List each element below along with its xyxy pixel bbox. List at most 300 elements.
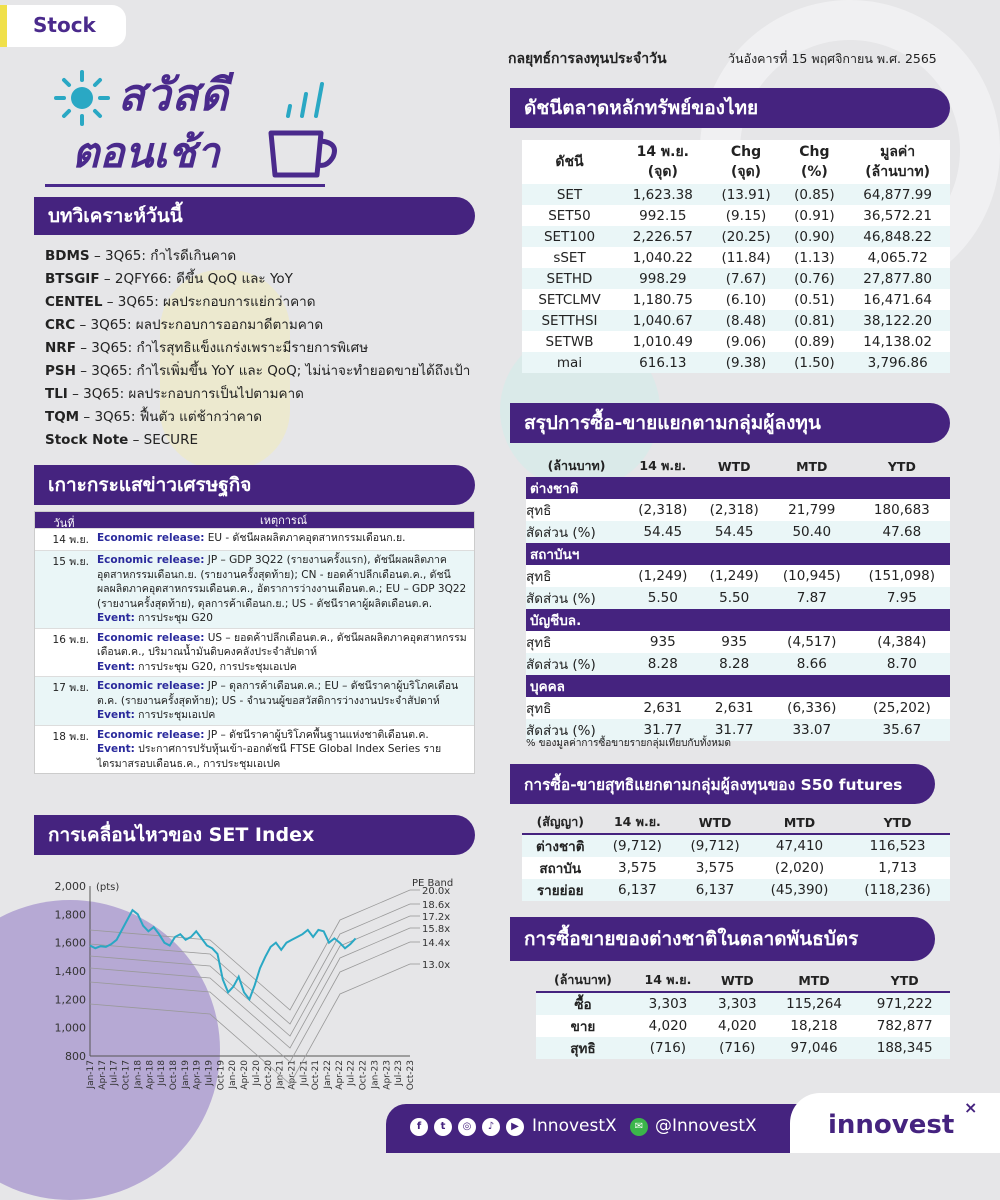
investor-row bbox=[526, 653, 950, 675]
index-cell: (1.50) bbox=[794, 354, 835, 371]
bond-cell: 115,264 bbox=[786, 995, 842, 1012]
index-cell: (0.85) bbox=[794, 186, 835, 203]
index-header bbox=[709, 140, 784, 184]
bond-table bbox=[536, 970, 950, 1059]
analysis-text: – 3Q65: ฟื้นตัว แต่ช้ากว่าคาด bbox=[79, 409, 263, 425]
index-row bbox=[522, 331, 950, 352]
bond-row bbox=[536, 1037, 950, 1059]
s50-cell: 6,137 bbox=[618, 881, 657, 898]
innovestx-logo: innovest bbox=[790, 1093, 1000, 1153]
x-tick-label: Apr-17 bbox=[97, 1060, 108, 1090]
section-bond: การซื้อขายของต่างชาติในตลาดพันธบัตร bbox=[510, 917, 935, 961]
analysis-ticker: BTSGIF bbox=[45, 271, 100, 287]
bond-cell: 97,046 bbox=[790, 1039, 838, 1056]
bond-header: 14 พ.ย. bbox=[644, 972, 692, 988]
section-s50: การซื้อ-ขายสุทธิแยกตามกลุ่มผู้ลงทุนของ S50 futures bbox=[510, 764, 935, 804]
stock-tag: Stock bbox=[0, 5, 126, 47]
facebook-icon[interactable]: f bbox=[410, 1118, 428, 1136]
s50-header: MTD bbox=[783, 814, 816, 830]
investor-group-row bbox=[526, 543, 950, 565]
x-tick-label: Jul-18 bbox=[157, 1060, 168, 1086]
news-label: Event: bbox=[97, 660, 135, 673]
x-tick-label: Apr-22 bbox=[334, 1060, 345, 1090]
analysis-ticker: PSH bbox=[45, 363, 76, 379]
s50-cell: 3,575 bbox=[618, 859, 657, 876]
news-date: 14 พ.ย. bbox=[52, 534, 89, 546]
news-line bbox=[97, 742, 470, 771]
investor-cell: 54.45 bbox=[643, 524, 683, 540]
x-tick-label: Oct-20 bbox=[263, 1060, 274, 1091]
s50-cell: 6,137 bbox=[695, 881, 735, 898]
investor-cell: 2,631 bbox=[714, 700, 754, 716]
bond-header: WTD bbox=[720, 972, 754, 988]
pe-band-label: 18.6x bbox=[422, 900, 451, 911]
investor-cell: 31.77 bbox=[643, 722, 683, 738]
investor-row bbox=[526, 587, 950, 609]
index-row bbox=[522, 247, 950, 268]
investor-group-row bbox=[526, 609, 950, 631]
analysis-text: – 3Q65: ผลประกอบการแย่กว่าคาด bbox=[102, 294, 316, 310]
analysis-item[interactable] bbox=[45, 245, 470, 268]
analysis-item[interactable] bbox=[45, 406, 470, 429]
investor-cell: 935 bbox=[649, 634, 676, 650]
section-analysis: บทวิเคราะห์วันนี้ bbox=[34, 197, 475, 235]
investor-cell: สุทธิ bbox=[526, 569, 552, 585]
y-tick-label: 2,000 bbox=[54, 880, 86, 893]
index-cell: SET bbox=[556, 186, 583, 203]
analysis-item[interactable] bbox=[45, 360, 470, 383]
s50-row bbox=[522, 879, 950, 901]
index-row bbox=[522, 352, 950, 373]
bond-cell: 188,345 bbox=[876, 1039, 933, 1056]
bond-cell: 782,877 bbox=[876, 1017, 933, 1034]
index-cell: 1,010.49 bbox=[632, 333, 693, 350]
s50-cell: 1,713 bbox=[878, 859, 917, 876]
bond-cell: 4,020 bbox=[648, 1017, 688, 1034]
index-cell: mai bbox=[556, 354, 583, 371]
x-tick-label: Jul-20 bbox=[251, 1060, 262, 1086]
index-cell: 27,877.80 bbox=[863, 270, 932, 287]
set-index-line bbox=[90, 910, 356, 999]
index-cell: (0.81) bbox=[794, 312, 835, 329]
bond-cell: 4,020 bbox=[717, 1017, 757, 1034]
s50-cell: 47,410 bbox=[775, 837, 824, 854]
s50-cell: (45,390) bbox=[770, 881, 829, 898]
x-tick-label: Jul-23 bbox=[394, 1060, 405, 1086]
s50-table bbox=[522, 812, 950, 901]
tiktok-icon[interactable]: ♪ bbox=[482, 1118, 500, 1136]
x-tick-label: Oct-19 bbox=[216, 1060, 227, 1091]
analysis-item[interactable] bbox=[45, 291, 470, 314]
pe-band-label: 15.8x bbox=[422, 924, 451, 935]
bond-header: (ล้านบาท) bbox=[554, 972, 612, 988]
investor-table bbox=[526, 455, 950, 741]
s50-cell: สถาบัน bbox=[539, 860, 582, 877]
index-row bbox=[522, 310, 950, 331]
news-label: Economic release: bbox=[97, 554, 205, 566]
news-text: JP – GDP 3Q22 (รายงานครั้งแรก), ดัชนีผลผลิตภาคอุตสาหกรรมเดือนก.ย. (รายงานครั้งสุดท้าย); CN - ยอดค้าปลีกเดือนต.ค., ดัชนีผลผลิตภาคอุตสาหกรรมเดือนต.ค., อัตราการว่างงานเดือนต.ค.; EU – GDP 3Q22 (รายงานครั้งสุดท้าย), ดุลการค้าเดือนก.ย.; US - ดัชนีราคาผู้ผลิตเดือนต.ค. bbox=[97, 554, 467, 610]
investor-cell: 7.87 bbox=[796, 590, 827, 606]
s50-header-row bbox=[522, 812, 950, 834]
investor-group-row bbox=[526, 675, 950, 697]
index-cell: 1,040.67 bbox=[632, 312, 693, 329]
investor-cell: 50.40 bbox=[792, 524, 832, 540]
s50-cell: รายย่อย bbox=[536, 882, 584, 899]
news-label: Event: bbox=[97, 612, 135, 624]
index-cell: 4,065.72 bbox=[867, 249, 928, 266]
pe-band-line bbox=[90, 890, 410, 1010]
analysis-ticker: NRF bbox=[45, 340, 76, 356]
index-cell: (11.84) bbox=[721, 249, 771, 266]
s50-cell: (118,236) bbox=[864, 881, 931, 898]
analysis-item[interactable] bbox=[45, 429, 470, 452]
bond-cell: สุทธิ bbox=[570, 1040, 596, 1057]
index-cell: (9.06) bbox=[725, 333, 767, 350]
x-tick-label: Apr-21 bbox=[287, 1060, 298, 1090]
section-news: เกาะกระแสข่าวเศรษฐกิจ bbox=[34, 465, 475, 505]
index-cell: (9.38) bbox=[725, 354, 767, 371]
news-line bbox=[97, 553, 470, 611]
index-header bbox=[617, 140, 709, 184]
x-tick-label: Jan-18 bbox=[133, 1060, 144, 1089]
news-header-date: วันที่ bbox=[53, 517, 75, 530]
index-cell: SET50 bbox=[548, 207, 591, 224]
index-header-top: มูลค่า bbox=[880, 144, 916, 160]
footer-brand[interactable]: InnovestX bbox=[532, 1116, 617, 1136]
investor-cell: 2,631 bbox=[643, 700, 683, 716]
investor-header: YTD bbox=[887, 458, 916, 474]
x-tick-label: Jul-19 bbox=[204, 1060, 215, 1086]
investor-cell: สุทธิ bbox=[526, 635, 552, 651]
index-header-sub: (จุด) bbox=[647, 164, 678, 180]
investor-cell: 33.07 bbox=[792, 722, 832, 738]
x-tick-label: Jan-17 bbox=[86, 1060, 96, 1089]
investor-row bbox=[526, 565, 950, 587]
s50-header: 14 พ.ย. bbox=[613, 814, 661, 830]
bond-header: YTD bbox=[890, 972, 919, 988]
investor-group: บัญชีบล. bbox=[526, 609, 950, 631]
bond-cell: 18,218 bbox=[790, 1017, 838, 1034]
x-tick-label: Jul-22 bbox=[346, 1060, 357, 1086]
news-table bbox=[34, 511, 475, 774]
x-tick-label: Jan-23 bbox=[370, 1060, 381, 1089]
investor-cell: (25,202) bbox=[872, 700, 931, 716]
index-cell: 46,848.22 bbox=[863, 228, 932, 245]
social-icons bbox=[410, 1118, 524, 1136]
instagram-icon[interactable]: ◎ bbox=[458, 1118, 476, 1136]
s50-row bbox=[522, 857, 950, 879]
bond-cell: (716) bbox=[719, 1039, 756, 1056]
news-line bbox=[97, 611, 470, 626]
bond-cell: (716) bbox=[649, 1039, 687, 1056]
y-tick-label: 800 bbox=[65, 1050, 86, 1063]
y-tick-label: 1,400 bbox=[54, 965, 86, 978]
news-event bbox=[93, 726, 474, 774]
news-text: การประชุม G20 bbox=[134, 612, 213, 624]
investor-cell: 31.77 bbox=[714, 722, 754, 738]
index-cell: (13.91) bbox=[721, 186, 771, 203]
investor-cell: (151,098) bbox=[868, 568, 936, 584]
x-tick-label: Apr-23 bbox=[382, 1060, 393, 1090]
investor-header: MTD bbox=[796, 458, 828, 474]
index-header-top: 14 พ.ย. bbox=[636, 144, 690, 160]
analysis-ticker: Stock Note bbox=[45, 432, 129, 448]
news-event bbox=[93, 677, 474, 725]
news-row bbox=[35, 628, 474, 677]
news-row bbox=[35, 528, 474, 550]
pe-band-line bbox=[90, 928, 410, 1048]
investor-group-row bbox=[526, 477, 950, 499]
index-header bbox=[783, 140, 845, 184]
pe-band-label: 14.4x bbox=[422, 938, 451, 949]
index-cell: SETHD bbox=[546, 270, 593, 287]
investor-cell: สัดส่วน (%) bbox=[526, 525, 596, 541]
news-text: การประชุมเอเปค bbox=[134, 709, 216, 721]
investor-cell: (2,318) bbox=[709, 502, 759, 518]
index-row bbox=[522, 268, 950, 289]
investor-row bbox=[526, 499, 950, 521]
analysis-text: – 2QFY66: ดีขึ้น QoQ และ YoY bbox=[99, 271, 293, 287]
s50-cell: ต่างชาติ bbox=[536, 838, 585, 855]
news-line bbox=[97, 708, 470, 723]
index-cell: SETTHSI bbox=[541, 312, 598, 329]
set-index-chart bbox=[40, 870, 480, 1100]
investor-group: ต่างชาติ bbox=[526, 477, 950, 499]
bond-cell: ซื้อ bbox=[574, 996, 592, 1013]
index-cell: 1,180.75 bbox=[632, 291, 693, 308]
x-tick-label: Jan-20 bbox=[228, 1060, 239, 1089]
index-row bbox=[522, 205, 950, 226]
news-event bbox=[93, 629, 474, 677]
index-cell: 3,796.86 bbox=[867, 354, 928, 371]
pe-band-line bbox=[90, 904, 410, 1024]
investor-cell: 935 bbox=[721, 634, 748, 650]
index-cell: SET100 bbox=[543, 228, 596, 245]
news-text: JP – ดุลการค้าเดือนต.ค.; EU – ดัชนีราคาผู้บริโภคเดือนต.ค. (รายงานครั้งสุดท้าย); US - จำนวนผู้ขอสวัสดิการว่างงานประจำสัปดาห์ bbox=[97, 680, 459, 707]
news-header-event: เหตุการณ์ bbox=[259, 514, 308, 527]
y-axis-label: (pts) bbox=[96, 882, 120, 893]
analysis-text: – 3Q65: กำไรสุทธิแข็งแกร่งเพราะมีรายการพิเศษ bbox=[75, 340, 369, 356]
index-cell: (0.51) bbox=[794, 291, 835, 308]
news-text: ประกาศการปรับหุ้นเข้า-ออกดัชนี FTSE Global Index Series รายไตรมาสรอบเดือนธ.ค., การประชุมเอเปค bbox=[97, 743, 442, 770]
steam-icon bbox=[282, 80, 332, 120]
investor-cell: สุทธิ bbox=[526, 503, 552, 519]
index-cell: (8.48) bbox=[725, 312, 767, 329]
x-tick-label: Apr-18 bbox=[145, 1060, 156, 1090]
analysis-text: – 3Q65: กำไรดีเกินคาด bbox=[89, 248, 237, 264]
news-label: Event: bbox=[97, 709, 135, 721]
investor-header-row bbox=[526, 455, 950, 477]
logo-x-mark: × bbox=[964, 1098, 978, 1117]
investor-cell: 47.68 bbox=[882, 524, 922, 540]
index-header-top: Chg bbox=[730, 144, 762, 160]
index-header-top: ดัชนี bbox=[555, 154, 584, 170]
index-cell: 38,122.20 bbox=[863, 312, 932, 329]
news-text: EU - ดัชนีผลผลิตภาคอุตสาหกรรมเดือนก.ย. bbox=[204, 532, 406, 544]
index-cell: SETCLMV bbox=[538, 291, 601, 308]
index-cell: 64,877.99 bbox=[863, 186, 932, 203]
investor-cell: สัดส่วน (%) bbox=[526, 591, 596, 607]
s50-cell: 3,575 bbox=[695, 859, 735, 876]
index-cell: SETWB bbox=[545, 333, 594, 350]
investor-group: สถาบันฯ bbox=[526, 543, 950, 565]
investor-cell: สัดส่วน (%) bbox=[526, 657, 596, 673]
analysis-ticker: CENTEL bbox=[45, 294, 103, 310]
bond-row bbox=[536, 1015, 950, 1037]
investor-cell: 35.67 bbox=[882, 722, 922, 738]
index-header-sub: (จุด) bbox=[730, 164, 762, 180]
index-cell: sSET bbox=[553, 249, 586, 266]
index-cell: 616.13 bbox=[639, 354, 687, 371]
sun-icon bbox=[52, 68, 112, 128]
analysis-ticker: TLI bbox=[45, 386, 68, 402]
analysis-item[interactable] bbox=[45, 383, 470, 406]
bond-cell: ขาย bbox=[570, 1018, 596, 1035]
footer-handle[interactable]: @InnovestX bbox=[655, 1116, 757, 1136]
investor-header: WTD bbox=[717, 458, 751, 474]
y-tick-label: 1,800 bbox=[54, 908, 86, 922]
index-header bbox=[522, 140, 617, 184]
pe-band-title: PE Band bbox=[412, 878, 454, 889]
index-cell: (0.89) bbox=[794, 333, 835, 350]
s50-cell: (9,712) bbox=[612, 837, 662, 854]
news-row bbox=[35, 550, 474, 628]
index-header-row bbox=[522, 140, 950, 184]
strategy-title: กลยุทธ์การลงทุนประจำวัน bbox=[508, 51, 667, 67]
index-cell: (9.15) bbox=[725, 207, 767, 224]
x-tick-label: Oct-17 bbox=[121, 1060, 132, 1091]
index-header bbox=[845, 140, 950, 184]
analysis-item[interactable] bbox=[45, 314, 470, 337]
analysis-item[interactable] bbox=[45, 268, 470, 291]
index-cell: 2,226.57 bbox=[632, 228, 693, 245]
news-label: Economic release: bbox=[97, 680, 205, 692]
index-header-top: Chg bbox=[799, 144, 830, 160]
x-tick-label: Jul-21 bbox=[299, 1060, 310, 1086]
investor-cell: (6,336) bbox=[787, 700, 837, 716]
x-tick-label: Oct-23 bbox=[406, 1060, 416, 1091]
bond-cell: 3,303 bbox=[648, 995, 688, 1012]
investor-cell: (10,945) bbox=[782, 568, 841, 584]
analysis-text: – 3Q65: ผลประกอบการเป็นไปตามคาด bbox=[67, 386, 304, 402]
news-date: 15 พ.ย. bbox=[52, 556, 89, 568]
analysis-ticker: TQM bbox=[45, 409, 80, 425]
investor-cell: สัดส่วน (%) bbox=[526, 723, 596, 739]
index-cell: 14,138.02 bbox=[863, 333, 932, 350]
x-tick-label: Jan-22 bbox=[323, 1060, 334, 1089]
index-cell: 998.29 bbox=[639, 270, 687, 287]
twitter-icon[interactable]: t bbox=[434, 1118, 452, 1136]
line-icon[interactable]: ✉ bbox=[630, 1118, 648, 1136]
bond-row bbox=[536, 992, 950, 1015]
bond-cell: 971,222 bbox=[876, 995, 933, 1012]
news-row bbox=[35, 676, 474, 725]
index-cell: 36,572.21 bbox=[863, 207, 932, 224]
analysis-ticker: CRC bbox=[45, 317, 76, 333]
news-text: US – ยอดค้าปลีกเดือนต.ค., ดัชนีผลผลิตภาคอุตสาหกรรมเดือนต.ค., ปริมาณน้ำมันดิบคงคลังประจำสัปดาห์ bbox=[97, 631, 467, 658]
news-date: 16 พ.ย. bbox=[52, 633, 89, 646]
s50-cell: 116,523 bbox=[869, 837, 926, 854]
news-line bbox=[97, 531, 470, 546]
section-set-movement: การเคลื่อนไหวของ SET Index bbox=[34, 815, 475, 855]
investor-cell: 54.45 bbox=[714, 524, 754, 540]
investor-cell: 180,683 bbox=[873, 502, 930, 518]
investor-cell: 7.95 bbox=[886, 590, 917, 606]
youtube-icon[interactable]: ▶ bbox=[506, 1118, 524, 1136]
investor-header: 14 พ.ย. bbox=[639, 458, 687, 473]
investor-cell: (1,249) bbox=[638, 568, 688, 584]
news-label: Economic release: bbox=[97, 532, 205, 544]
news-event bbox=[93, 551, 474, 628]
investor-cell: 8.66 bbox=[796, 656, 827, 672]
analysis-item[interactable] bbox=[45, 337, 470, 360]
x-tick-label: Jul-17 bbox=[109, 1060, 120, 1086]
x-tick-label: Apr-19 bbox=[192, 1060, 203, 1090]
s50-cell: (9,712) bbox=[690, 837, 740, 854]
news-label: Economic release: bbox=[97, 631, 205, 644]
s50-header: WTD bbox=[698, 814, 732, 830]
index-cell: (20.25) bbox=[721, 228, 771, 245]
x-tick-label: Oct-22 bbox=[358, 1060, 369, 1091]
report-date: วันอังคารที่ 15 พฤศจิกายน พ.ศ. 2565 bbox=[728, 51, 937, 66]
s50-header: YTD bbox=[883, 814, 912, 830]
y-tick-label: 1,600 bbox=[54, 936, 86, 950]
news-text: การประชุม G20, การประชุมเอเปค bbox=[134, 660, 297, 673]
section-thai-index: ดัชนีตลาดหลักทรัพย์ของไทย bbox=[510, 88, 950, 128]
bond-header-row bbox=[536, 970, 950, 992]
x-tick-label: Oct-18 bbox=[168, 1060, 179, 1091]
x-tick-label: Jan-19 bbox=[180, 1060, 191, 1089]
s50-cell: (2,020) bbox=[774, 859, 825, 876]
investor-header: (ล้านบาท) bbox=[547, 458, 606, 473]
news-line bbox=[97, 679, 470, 708]
news-line bbox=[97, 728, 470, 743]
analysis-text: – SECURE bbox=[128, 432, 198, 448]
index-row bbox=[522, 184, 950, 205]
investor-cell: (4,517) bbox=[787, 634, 837, 650]
investor-note: % ของมูลค่าการซื้อขายรายกลุ่มเทียบกับทั้งหมด bbox=[526, 738, 731, 749]
index-cell: 1,040.22 bbox=[632, 249, 693, 266]
index-cell: 16,471.64 bbox=[863, 291, 932, 308]
analysis-list bbox=[45, 245, 470, 452]
bond-header: MTD bbox=[798, 972, 830, 988]
investor-row bbox=[526, 521, 950, 543]
greeting-line2: ตอนเช้า bbox=[72, 128, 220, 177]
investor-cell: 5.50 bbox=[647, 590, 678, 606]
index-table bbox=[522, 140, 950, 373]
y-tick-label: 1,200 bbox=[54, 993, 86, 1007]
pe-band-label: 13.0x bbox=[422, 960, 451, 971]
investor-cell: 8.28 bbox=[719, 656, 750, 672]
news-line bbox=[97, 631, 470, 660]
x-tick-label: Oct-21 bbox=[311, 1060, 322, 1091]
index-cell: (0.76) bbox=[794, 270, 835, 287]
news-row bbox=[35, 725, 474, 774]
index-cell: (1.13) bbox=[794, 249, 835, 266]
investor-row bbox=[526, 697, 950, 719]
index-header-sub: (ล้านบาท) bbox=[865, 164, 931, 180]
index-cell: (7.67) bbox=[725, 270, 767, 287]
investor-group: บุคคล bbox=[526, 675, 950, 697]
bond-cell: 3,303 bbox=[717, 995, 757, 1012]
x-tick-label: Apr-20 bbox=[240, 1060, 251, 1090]
index-cell: 992.15 bbox=[639, 207, 687, 224]
news-event bbox=[93, 529, 474, 550]
analysis-text: – 3Q65: ผลประกอบการออกมาดีตามคาด bbox=[75, 317, 324, 333]
pe-band-label: 20.0x bbox=[422, 886, 451, 897]
investor-cell: 5.50 bbox=[719, 590, 750, 606]
news-text: JP – ดัชนีราคาผู้บริโภคพื้นฐานแห่งชาติเดือนต.ค. bbox=[204, 728, 429, 741]
